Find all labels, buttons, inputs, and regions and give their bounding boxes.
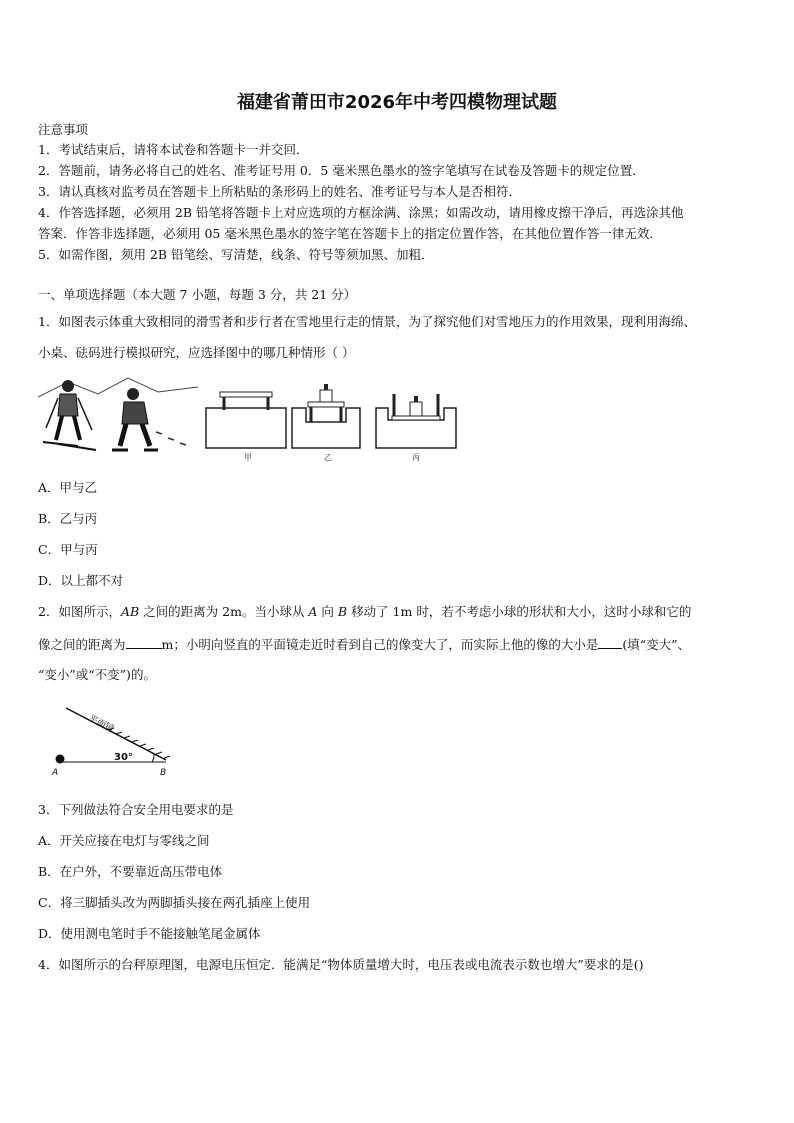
- notice-item: 3．请认真核对监考员在答题卡上所粘贴的条形码上的姓名、准考证号与本人是否相符．: [38, 184, 521, 199]
- angle-label: 30°: [114, 752, 133, 763]
- q3-option-b: B．在户外，不要靠近高压带电体: [38, 864, 223, 879]
- ball: [56, 755, 65, 764]
- notice-item: 答案．作答非选择题，必须用 05 毫米黑色墨水的签字笔在答题卡上的指定位置作答，在其他位置作答一律无效．: [38, 226, 662, 241]
- q2-figure: [48, 700, 178, 782]
- snow-scene-illustration: [38, 378, 198, 450]
- mirror-label: 平面镜: [86, 713, 116, 735]
- notice-heading: 注意事项: [38, 122, 89, 137]
- q1-option-c: C．甲与丙: [38, 542, 98, 557]
- q2-blank-1: [126, 636, 162, 649]
- q1-figure: [38, 372, 468, 464]
- q2-stem-line2: 像之间的距离为 m；小明向竖直的平面镜走近时看到自己的像变大了，而实际上他的像的大小是 (填“变大”、: [38, 637, 691, 652]
- notice-item: 2．答题前，请务必将自己的姓名、准考证号用 0．5 毫米黑色墨水的签字笔填写在试卷及答题卡的规定位置．: [38, 163, 645, 178]
- q2-stem-line3: “变小”或“不变”)的。: [38, 667, 156, 682]
- q2-blank-2: [598, 636, 622, 649]
- q3-stem: 3．下列做法符合安全用电要求的是: [38, 802, 234, 817]
- point-b-label: B: [160, 768, 167, 778]
- fig-label-jia: 甲: [244, 453, 252, 462]
- page-title: 福建省莆田市2026年中考四模物理试题: [236, 92, 558, 113]
- q1-stem-line1: 1．如图表示体重大致相同的滑雪者和步行者在雪地里行走的情景，为了探究他们对雪地压力的作用效果，现利用海绵、: [38, 314, 696, 329]
- fig-label-bing: 丙: [412, 453, 420, 462]
- sponge-setup-bing: [376, 394, 456, 448]
- q1-option-a: A．甲与乙: [38, 480, 98, 495]
- q2-stem-line1: 2．如图所示，AB 之间的距离为 2m。当小球从 A 向 B 移动了 1m 时，若不考虑小球的形状和大小，这时小球和它的: [38, 604, 692, 619]
- q3-option-d: D．使用测电笔时手不能接触笔尾金属体: [38, 926, 261, 941]
- sponge-setup-jia: [206, 392, 286, 448]
- q4-stem: 4．如图所示的台秤原理图，电源电压恒定．能满足“物体质量增大时，电压表或电流表示数也增大”要求的是(): [38, 957, 644, 972]
- q1-stem-line2: 小桌、砝码进行模拟研究，应选择图中的哪几种情形（ ）: [38, 345, 355, 360]
- q1-option-d: D．以上都不对: [38, 573, 124, 588]
- fig-label-yi: 乙: [324, 453, 332, 462]
- section-heading: 一、单项选择题（本大题 7 小题，每题 3 分，共 21 分）: [38, 287, 357, 302]
- q3-option-a: A．开关应接在电灯与零线之间: [38, 833, 210, 848]
- sponge-setup-yi: [292, 384, 360, 448]
- notice-item: 4．作答选择题，必须用 2B 铅笔将答题卡上对应选项的方框涂满、涂黑；如需改动，请用橡皮擦干净后，再选涂其他: [38, 205, 684, 220]
- q3-option-c: C．将三脚插头改为两脚插头接在两孔插座上使用: [38, 895, 311, 910]
- point-a-label: A: [52, 768, 59, 778]
- notice-item: 1．考试结束后，请将本试卷和答题卡一并交回．: [38, 142, 309, 157]
- angle-arc: [152, 754, 154, 762]
- notice-item: 5．如需作图，须用 2B 铅笔绘、写清楚，线条、符号等须加黑、加粗．: [38, 247, 434, 262]
- q1-option-b: B．乙与丙: [38, 511, 98, 526]
